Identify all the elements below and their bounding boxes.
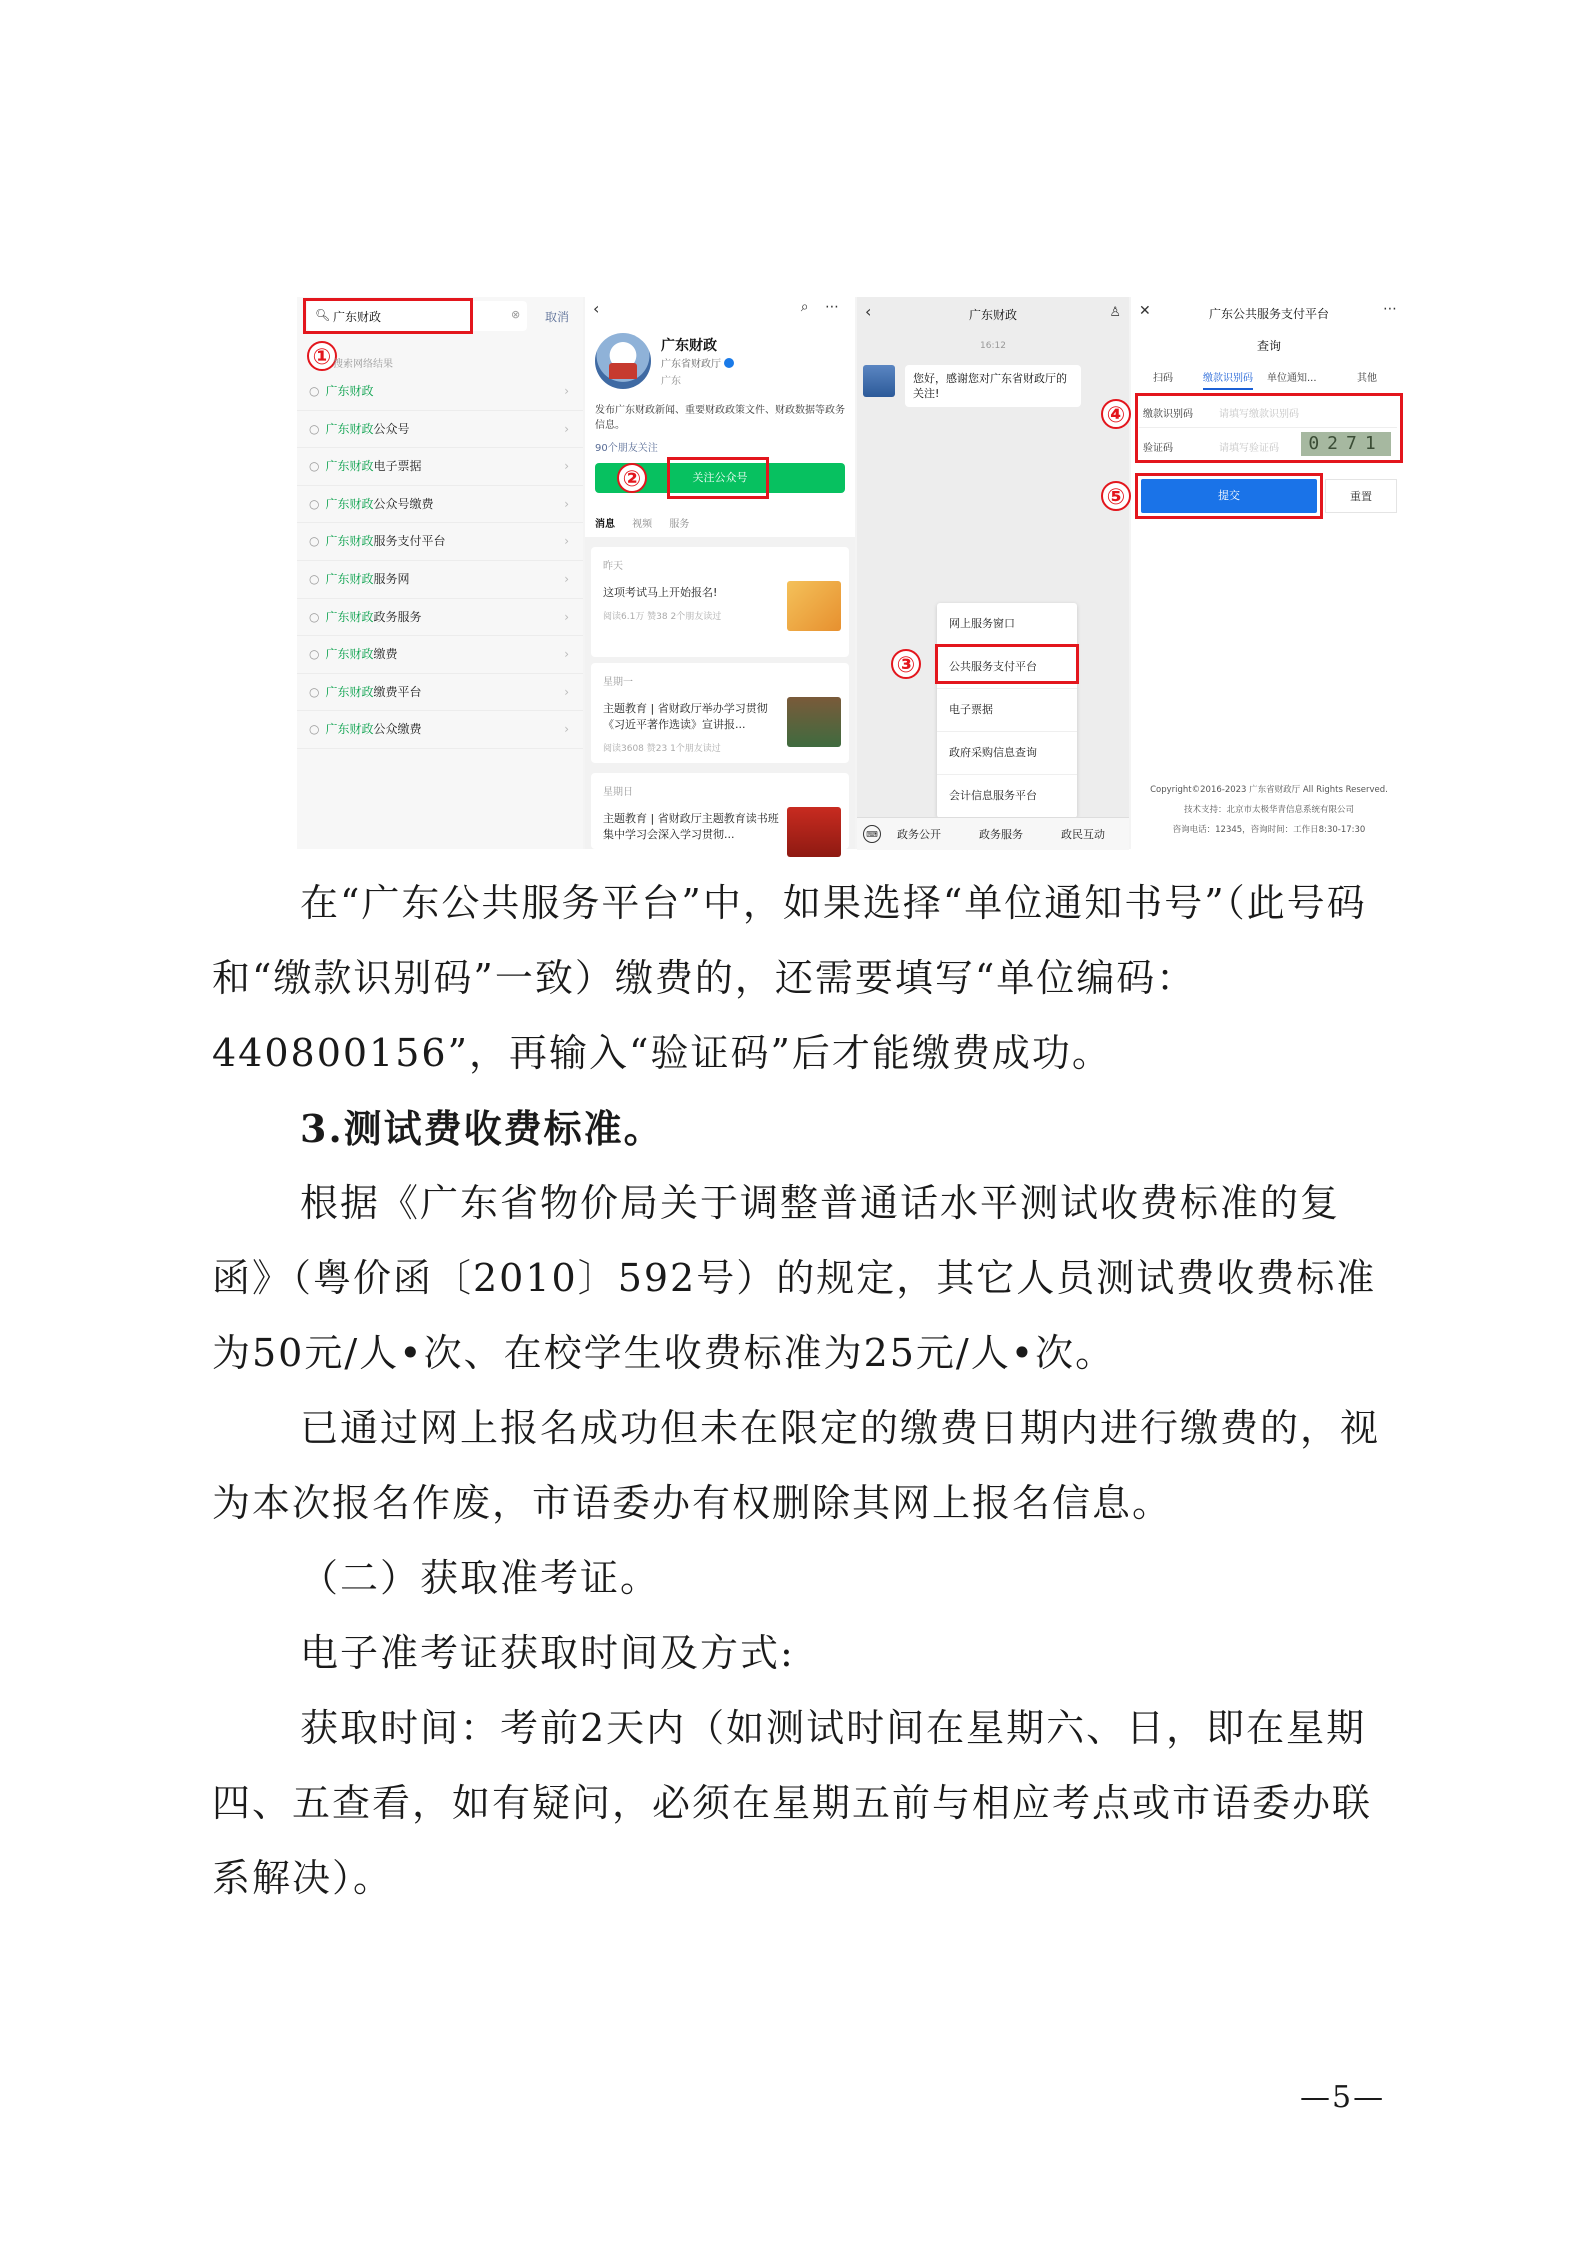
search-icon: ○ xyxy=(309,571,320,586)
search-icon: ○ xyxy=(309,459,320,474)
paragraph-fee-standard: 根据《广东省物价局关于调整普通话水平测试收费标准的复函》（粤价函〔2010〕592号）的规定，其它人员测试费收费标准为50元/人•次、在校学生收费标准为25元/人•次。 xyxy=(212,1181,1377,1375)
building-icon xyxy=(609,363,637,379)
highlight-box-3 xyxy=(935,644,1079,684)
avatar xyxy=(595,333,651,389)
article-title: 这项考试马上开始报名! xyxy=(603,586,718,599)
search-result-item[interactable]: ○ 广东财政公众缴费 › xyxy=(297,711,583,749)
search-result-list xyxy=(297,373,583,749)
account-tabs xyxy=(595,515,703,530)
chevron-right-icon: › xyxy=(564,496,569,511)
back-icon[interactable]: ‹ xyxy=(865,302,872,321)
search-result-item[interactable]: ○ 广东财政缴费平台 › xyxy=(297,674,583,712)
section-heading-admission: （二）获取准考证。 xyxy=(300,1556,661,1600)
tab-services[interactable]: 服务 xyxy=(669,519,690,530)
message-time: 16:12 xyxy=(980,341,1006,351)
tech-support-text: 技术支持：北京市太极华青信息系统有限公司 xyxy=(1183,805,1354,815)
search-result-item[interactable]: ○ 广东财政服务网 › xyxy=(297,561,583,599)
chevron-right-icon: › xyxy=(564,647,569,662)
chat-panel xyxy=(857,297,1129,849)
search-icon: ○ xyxy=(309,722,320,737)
tab-videos[interactable]: 视频 xyxy=(632,519,653,530)
payment-platform-panel xyxy=(1106,297,1407,849)
reset-button[interactable]: 重置 xyxy=(1325,479,1397,513)
search-result-item[interactable]: ○ 广东财政电子票据 › xyxy=(297,448,583,486)
search-result-item[interactable]: ○ 广东财政缴费 › xyxy=(297,636,583,674)
step-marker-3: ③ xyxy=(891,649,921,679)
article-card[interactable]: 昨天 这项考试马上开始报名! 阅读6.1万 赞38 2个朋友读过 xyxy=(591,547,849,657)
account-name: 广东财政 xyxy=(661,338,717,354)
tutorial-screenshots xyxy=(297,297,1407,849)
menu-item[interactable]: 电子票据 xyxy=(937,689,1077,732)
chevron-right-icon: › xyxy=(564,571,569,586)
query-heading: 查询 xyxy=(1256,339,1281,353)
paragraph-admission-time: 获取时间：考前2天内（如测试时间在星期六、日，即在星期四、五查看，如有疑问，必须在星期五前与相应考点或市语委办联系解决）。 xyxy=(212,1706,1373,1900)
platform-title: 广东公共服务支付平台 xyxy=(1208,307,1329,321)
clear-icon[interactable]: ⊗ xyxy=(511,308,521,321)
search-result-item[interactable]: ○ 广东财政 › xyxy=(297,373,583,411)
search-icon: ○ xyxy=(309,421,320,436)
chevron-right-icon: › xyxy=(564,722,569,737)
contact-text: 咨询电话：12345，咨询时间：工作日8:30-17:30 xyxy=(1172,825,1366,835)
account-description: 发布广东财政新闻、重要财政政策文件、财政数据等政务信息。 xyxy=(595,405,845,431)
search-result-item[interactable]: ○ 广东财政服务支付平台 › xyxy=(297,523,583,561)
verified-icon xyxy=(724,358,734,368)
captcha-field[interactable]: 验证码 请填写验证码 0271 xyxy=(1139,429,1397,462)
section-heading-fee: 3.测试费收费标准。 xyxy=(300,1106,664,1151)
highlight-box-2 xyxy=(667,457,769,499)
step-marker-2: ② xyxy=(617,463,647,493)
back-icon[interactable]: ‹ xyxy=(593,299,600,318)
search-hint: 搜索网络结果 xyxy=(333,359,393,370)
chevron-right-icon: › xyxy=(564,459,569,474)
chevron-right-icon: › xyxy=(564,609,569,624)
menu-item-payment-platform[interactable]: 公共服务支付平台 xyxy=(937,646,1077,689)
step-marker-5: ⑤ xyxy=(1101,481,1131,511)
search-icon: ○ xyxy=(309,684,320,699)
chevron-right-icon: › xyxy=(564,421,569,436)
account-panel xyxy=(585,297,855,849)
copyright-text: Copyright©2016-2023 广东省财政厅 All Rights Reserved. xyxy=(1150,785,1388,795)
paragraph-payment-note: 在“广东公共服务平台”中，如果选择“单位通知书号”（此号码和“缴款识别码”一致）缴费的，还需要填写“单位编码：440800156”，再输入“验证码”后才能缴费成功。 xyxy=(212,881,1367,1075)
user-icon[interactable]: ♙ xyxy=(1109,305,1121,320)
search-icon: ○ xyxy=(309,647,320,662)
chevron-right-icon: › xyxy=(564,534,569,549)
avatar xyxy=(863,365,895,397)
tab-payment-code[interactable]: 缴款识别码 xyxy=(1203,369,1253,390)
platform-header xyxy=(1131,297,1407,329)
search-icon: ○ xyxy=(309,609,320,624)
chat-header xyxy=(857,297,1129,331)
article-thumbnail xyxy=(787,581,841,631)
menu-item[interactable]: 网上服务窗口 xyxy=(937,603,1077,646)
paragraph-invalid-registration: 已通过网上报名成功但未在限定的缴费日期内进行缴费的，视为本次报名作废，市语委办有权删除其网上报名信息。 xyxy=(212,1406,1381,1525)
search-query: 广东财政 xyxy=(333,310,382,324)
chevron-right-icon: › xyxy=(564,384,569,398)
search-icon: 🔍︎ xyxy=(315,308,331,322)
message-bubble: 您好，感谢您对广东省财政厅的关注! xyxy=(905,365,1081,407)
payment-code-field[interactable]: 缴款识别码 请填写缴款识别码 xyxy=(1139,395,1397,428)
tab-messages[interactable]: 消息 xyxy=(595,519,615,530)
article-thumbnail xyxy=(787,697,841,747)
page-number: —5— xyxy=(1300,2080,1386,2115)
article-thumbnail xyxy=(787,807,841,857)
highlight-box-5 xyxy=(1135,473,1323,519)
menu-item[interactable]: 会计信息服务平台 xyxy=(937,775,1077,818)
menu-item[interactable]: 政府采购信息查询 xyxy=(937,732,1077,775)
cancel-button[interactable]: 取消 xyxy=(545,310,570,324)
bottom-menu-item[interactable]: 政务公开 xyxy=(897,828,941,841)
tab-unit-notice[interactable]: 单位通知... xyxy=(1267,373,1317,384)
account-region: 广东 xyxy=(661,376,681,387)
close-icon[interactable]: ✕ xyxy=(1139,303,1151,319)
search-panel xyxy=(297,297,583,849)
article-card[interactable]: 星期日 主题教育 | 省财政厅主题教育读书班集中学习会深入学习贯彻... xyxy=(591,773,849,849)
bottom-menu-bar xyxy=(857,817,1129,850)
search-result-item[interactable]: ○ 广东财政公众号 › xyxy=(297,411,583,449)
service-menu xyxy=(937,603,1077,818)
more-icon[interactable]: ⌕ ⋯ xyxy=(800,299,845,315)
step-marker-1: ① xyxy=(307,341,337,371)
keyboard-icon[interactable]: ⌨ xyxy=(863,825,881,843)
chat-title: 广东财政 xyxy=(968,308,1017,322)
bottom-menu-item[interactable]: 政务服务 xyxy=(979,828,1023,841)
follow-button[interactable]: 关注公众号 xyxy=(595,463,845,493)
tab-scan[interactable]: 扫码 xyxy=(1153,373,1173,384)
friends-count[interactable]: 90个朋友关注 xyxy=(595,443,658,454)
search-icon: ○ xyxy=(309,534,320,549)
article-title: 主题教育 | 省财政厅举办学习贯彻《习近平著作选读》宣讲报... xyxy=(603,702,768,731)
captcha-image[interactable]: 0271 xyxy=(1301,432,1391,456)
highlight-box-1 xyxy=(303,298,473,334)
search-icon: ○ xyxy=(309,384,320,398)
account-org: 广东省财政厅 xyxy=(661,359,721,370)
bottom-menu-item[interactable]: 政民互动 xyxy=(1061,828,1105,841)
more-icon[interactable]: ⋯ xyxy=(1383,301,1397,317)
account-header xyxy=(585,297,855,537)
tab-other[interactable]: 其他 xyxy=(1357,373,1377,384)
chevron-right-icon: › xyxy=(564,684,569,699)
step-marker-4: ④ xyxy=(1101,399,1131,429)
highlight-box-4 xyxy=(1135,393,1403,463)
article-card[interactable]: 星期一 主题教育 | 省财政厅举办学习贯彻《习近平著作选读》宣讲报... 阅读3608 赞23 1个朋友读过 xyxy=(591,663,849,763)
paragraph-admission-method: 电子准考证获取时间及方式: xyxy=(300,1631,795,1675)
submit-button[interactable]: 提交 xyxy=(1141,479,1317,513)
search-icon: ○ xyxy=(309,496,320,511)
search-result-item[interactable]: ○ 广东财政公众号缴费 › xyxy=(297,486,583,524)
article-title: 主题教育 | 省财政厅主题教育读书班集中学习会深入学习贯彻... xyxy=(603,812,779,841)
search-result-item[interactable]: ○ 广东财政政务服务 › xyxy=(297,599,583,637)
